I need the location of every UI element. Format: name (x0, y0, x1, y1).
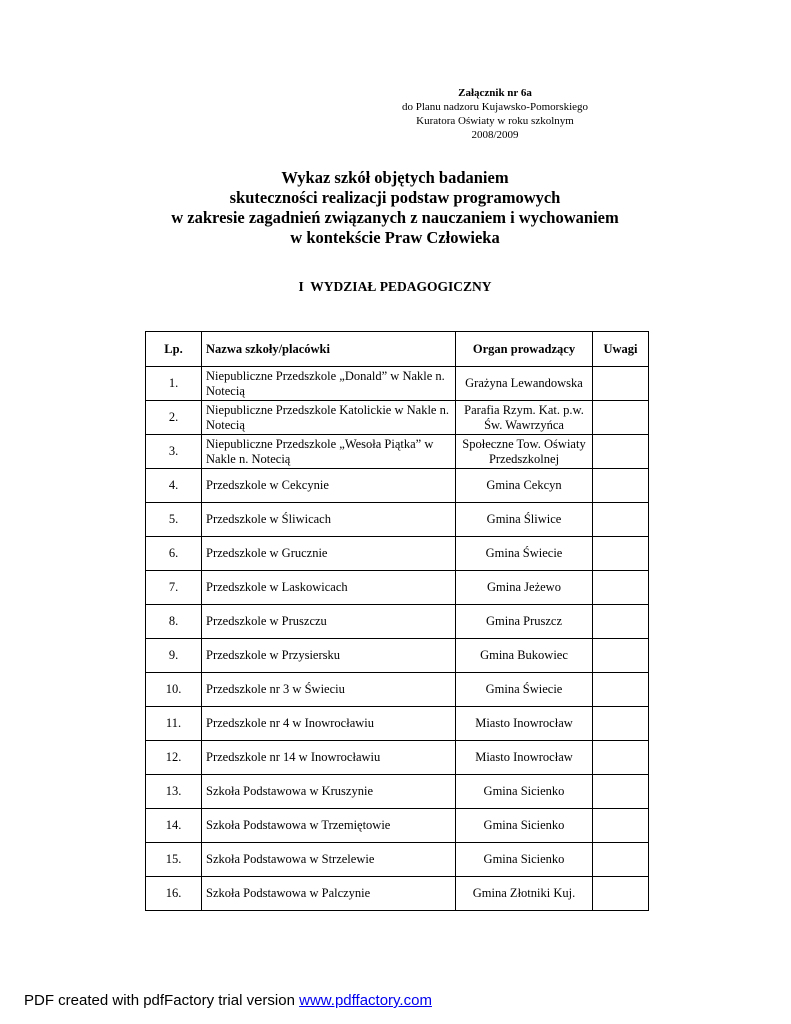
cell-name: Niepubliczne Przedszkole „Donald” w Nakle n. Notecią (202, 367, 456, 401)
table-body (146, 367, 649, 911)
cell-remarks (593, 469, 649, 503)
table-row (146, 435, 649, 469)
schools-table (145, 331, 649, 911)
cell-organ: Gmina Bukowiec (456, 639, 593, 673)
cell-lp: 3. (146, 435, 202, 469)
cell-organ: Gmina Śliwice (456, 503, 593, 537)
header-name: Nazwa szkoły/placówki (202, 332, 456, 367)
table-row (146, 809, 649, 843)
cell-lp: 7. (146, 571, 202, 605)
cell-name: Szkoła Podstawowa w Palczynie (202, 877, 456, 911)
cell-name: Szkoła Podstawowa w Trzemiętowie (202, 809, 456, 843)
annex-year-line: Kuratora Oświaty w roku szkolnym 2008/2009 (416, 115, 574, 141)
cell-remarks (593, 639, 649, 673)
cell-lp: 15. (146, 843, 202, 877)
cell-organ: Gmina Pruszcz (456, 605, 593, 639)
cell-organ: Gmina Sicienko (456, 775, 593, 809)
cell-remarks (593, 707, 649, 741)
table-row (146, 673, 649, 707)
cell-lp: 14. (146, 809, 202, 843)
cell-remarks (593, 435, 649, 469)
cell-name: Przedszkole w Śliwicach (202, 503, 456, 537)
cell-name: Przedszkole nr 14 w Inowrocławiu (202, 741, 456, 775)
cell-remarks (593, 877, 649, 911)
cell-name: Szkoła Podstawowa w Strzelewie (202, 843, 456, 877)
cell-organ: Gmina Świecie (456, 537, 593, 571)
table-header-row (146, 332, 649, 367)
cell-lp: 16. (146, 877, 202, 911)
title-line-3: w zakresie zagadnień związanych z nauczaniem i wychowaniem (171, 208, 619, 227)
cell-organ: Miasto Inowrocław (456, 741, 593, 775)
cell-organ: Gmina Złotniki Kuj. (456, 877, 593, 911)
table-row (146, 877, 649, 911)
cell-organ: Gmina Jeżewo (456, 571, 593, 605)
cell-lp: 12. (146, 741, 202, 775)
table-row (146, 503, 649, 537)
cell-lp: 1. (146, 367, 202, 401)
cell-remarks (593, 571, 649, 605)
cell-lp: 11. (146, 707, 202, 741)
cell-lp: 5. (146, 503, 202, 537)
table-row (146, 469, 649, 503)
cell-lp: 8. (146, 605, 202, 639)
table-row (146, 605, 649, 639)
cell-organ: Gmina Sicienko (456, 809, 593, 843)
cell-remarks (593, 367, 649, 401)
table-row (146, 401, 649, 435)
header-organ: Organ prowadzący (456, 332, 593, 367)
cell-lp: 6. (146, 537, 202, 571)
table-row (146, 775, 649, 809)
cell-organ: Grażyna Lewandowska (456, 367, 593, 401)
cell-name: Przedszkole w Cekcynie (202, 469, 456, 503)
cell-name: Przedszkole nr 4 w Inowrocławiu (202, 707, 456, 741)
cell-remarks (593, 775, 649, 809)
table-row (146, 571, 649, 605)
cell-lp: 9. (146, 639, 202, 673)
cell-remarks (593, 741, 649, 775)
cell-lp: 2. (146, 401, 202, 435)
table-row (146, 707, 649, 741)
header-remarks: Uwagi (593, 332, 649, 367)
annex-header (400, 86, 590, 142)
cell-lp: 10. (146, 673, 202, 707)
cell-lp: 4. (146, 469, 202, 503)
footer-link[interactable]: www.pdffactory.com (299, 992, 432, 1009)
cell-remarks (593, 843, 649, 877)
cell-name: Przedszkole nr 3 w Świeciu (202, 673, 456, 707)
annex-number: Załącznik nr 6a (458, 87, 532, 99)
cell-organ: Miasto Inowrocław (456, 707, 593, 741)
cell-remarks (593, 673, 649, 707)
table-row (146, 843, 649, 877)
cell-remarks (593, 605, 649, 639)
cell-name: Przedszkole w Grucznie (202, 537, 456, 571)
footer-text: PDF created with pdfFactory trial version (24, 992, 300, 1009)
cell-name: Niepubliczne Przedszkole „Wesoła Piątka” w Nakle n. Notecią (202, 435, 456, 469)
header-lp: Lp. (146, 332, 202, 367)
table-row (146, 367, 649, 401)
cell-organ: Gmina Sicienko (456, 843, 593, 877)
table-row (146, 639, 649, 673)
cell-name: Szkoła Podstawowa w Kruszynie (202, 775, 456, 809)
title-line-4: w kontekście Praw Człowieka (290, 228, 500, 247)
annex-plan-line: do Planu nadzoru Kujawsko-Pomorskiego (401, 101, 589, 113)
cell-name: Przedszkole w Przysiersku (202, 639, 456, 673)
section-heading: I WYDZIAŁ PEDAGOGICZNY (298, 279, 492, 294)
cell-remarks (593, 503, 649, 537)
cell-remarks (593, 537, 649, 571)
cell-organ: Gmina Cekcyn (456, 469, 593, 503)
cell-organ: Społeczne Tow. Oświaty Przedszkolnej (456, 435, 593, 469)
table-row (146, 537, 649, 571)
cell-remarks (593, 809, 649, 843)
cell-organ: Parafia Rzym. Kat. p.w. Św. Wawrzyńca (456, 401, 593, 435)
cell-name: Przedszkole w Laskowicach (202, 571, 456, 605)
document-title (120, 168, 670, 248)
title-line-2: skuteczności realizacji podstaw programowych (229, 188, 561, 207)
table-row (146, 741, 649, 775)
title-line-1: Wykaz szkół objętych badaniem (281, 168, 509, 187)
pdf-footer (24, 992, 432, 1009)
cell-remarks (593, 401, 649, 435)
cell-lp: 13. (146, 775, 202, 809)
cell-name: Przedszkole w Pruszczu (202, 605, 456, 639)
cell-organ: Gmina Świecie (456, 673, 593, 707)
cell-name: Niepubliczne Przedszkole Katolickie w Nakle n. Notecią (202, 401, 456, 435)
